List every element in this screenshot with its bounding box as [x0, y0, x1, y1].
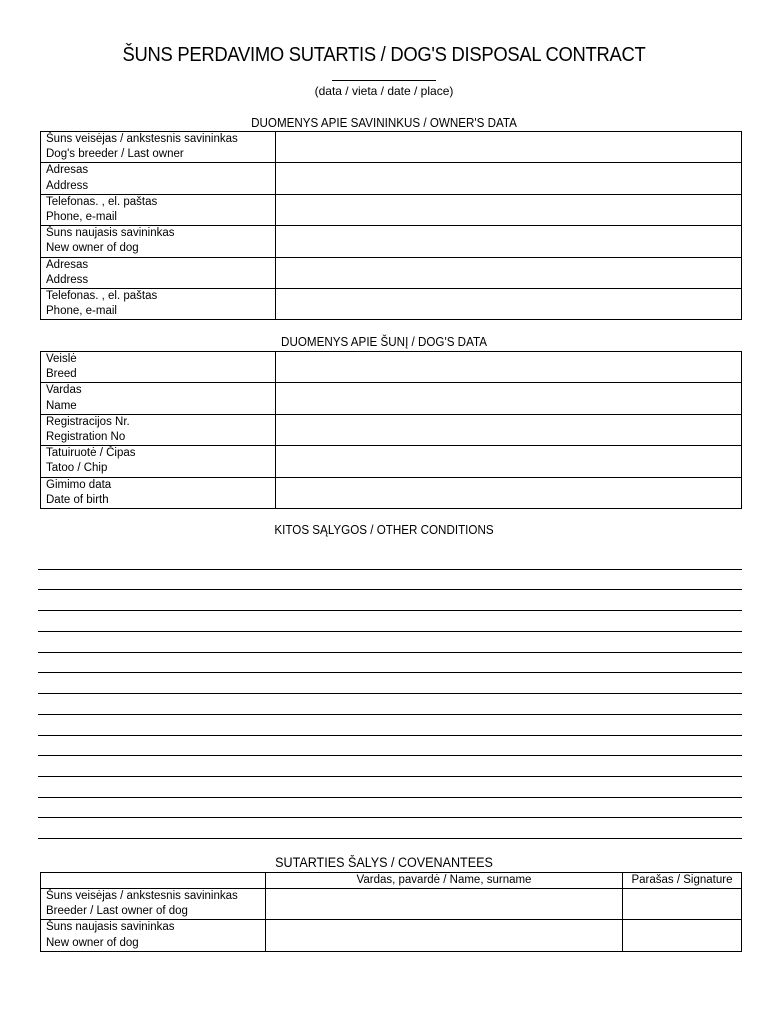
table-row [41, 446, 742, 477]
table-row [41, 352, 742, 383]
label-lt: Vardas [46, 384, 82, 397]
date-place-line [332, 80, 436, 81]
conditions-line[interactable] [38, 693, 742, 694]
new-owner-address-field[interactable] [276, 257, 742, 288]
new-owner-field[interactable] [276, 226, 742, 257]
row-label [41, 132, 276, 163]
row-label [41, 920, 266, 951]
table-row [41, 194, 742, 225]
row-label [41, 289, 276, 320]
label-en: Registration No [46, 431, 126, 444]
row-label [41, 414, 276, 445]
conditions-line[interactable] [38, 589, 742, 590]
label-lt: Gimimo data [46, 478, 112, 491]
new-owner-phone-field[interactable] [276, 289, 742, 320]
conditions-line[interactable] [38, 776, 742, 777]
row-label [41, 163, 276, 194]
registration-field[interactable] [276, 414, 742, 445]
label-en: New owner of dog [46, 936, 139, 949]
header-name: Vardas, pavardė / Name, surname [266, 873, 623, 889]
conditions-line[interactable] [38, 672, 742, 673]
date-place-caption: (data / vieta / date / place) [314, 84, 454, 98]
table-row [41, 257, 742, 288]
breeder-phone-field[interactable] [276, 194, 742, 225]
conditions-line[interactable] [38, 631, 742, 632]
label-lt: Tatuiruotė / Čipas [46, 447, 136, 460]
conditions-line[interactable] [38, 714, 742, 715]
label-en: Name [46, 399, 77, 412]
table-row [41, 414, 742, 445]
label-lt: Šuns veisėjas / ankstesnis savininkas [46, 133, 238, 145]
label-en: New owner of dog [46, 242, 139, 255]
conditions-heading: KITOS SĄLYGOS / OTHER CONDITIONS [274, 523, 494, 537]
label-lt: Telefonas. , el. paštas [46, 195, 158, 208]
label-lt: Šuns naujasis savininkas [46, 227, 175, 240]
new-owner-signature-field[interactable] [623, 920, 742, 951]
label-en: Breed [46, 368, 77, 381]
row-label [41, 383, 276, 414]
label-en: Address [46, 273, 89, 286]
covenantees-heading: SUTARTIES ŠALYS / COVENANTEES [275, 855, 493, 870]
table-row [41, 226, 742, 257]
breeder-address-field[interactable] [276, 163, 742, 194]
label-en: Address [46, 179, 89, 192]
table-row [41, 132, 742, 163]
birth-date-field[interactable] [276, 477, 742, 508]
row-label [41, 194, 276, 225]
label-en: Date of birth [46, 493, 109, 506]
breeder-signature-field[interactable] [623, 889, 742, 920]
breeder-name-field[interactable] [266, 889, 623, 920]
breeder-field[interactable] [276, 132, 742, 163]
label-lt: Telefonas. , el. paštas [46, 290, 158, 303]
table-header-row [41, 873, 742, 889]
new-owner-name-field[interactable] [266, 920, 623, 951]
breed-field[interactable] [276, 352, 742, 383]
table-row [41, 477, 742, 508]
row-label [41, 446, 276, 477]
header-signature: Parašas / Signature [623, 873, 742, 889]
row-label [41, 226, 276, 257]
covenantees-table [40, 872, 742, 952]
table-row [41, 163, 742, 194]
chip-field[interactable] [276, 446, 742, 477]
label-lt: Veislė [46, 353, 77, 365]
table-row [41, 289, 742, 320]
contract-title: ŠUNS PERDAVIMO SUTARTIS / DOG'S DISPOSAL CONTRACT [122, 44, 646, 66]
conditions-line[interactable] [38, 610, 742, 611]
owners-heading: DUOMENYS APIE SAVININKUS / OWNER'S DATA [251, 116, 517, 130]
label-en: Phone, e-mail [46, 211, 117, 224]
label-en: Dog's breeder / Last owner [46, 148, 184, 161]
row-label [41, 352, 276, 383]
label-en: Tatoo / Chip [46, 462, 108, 475]
row-label [41, 477, 276, 508]
label-en: Phone, e-mail [46, 305, 117, 318]
label-en: Breeder / Last owner of dog [46, 905, 188, 918]
dog-heading: DUOMENYS APIE ŠUNĮ / DOG'S DATA [281, 335, 487, 349]
conditions-line[interactable] [38, 817, 742, 818]
table-row [41, 383, 742, 414]
conditions-line[interactable] [38, 838, 742, 839]
owners-table [40, 131, 742, 320]
row-label [41, 889, 266, 920]
table-row [41, 920, 742, 951]
table-row [41, 889, 742, 920]
conditions-line[interactable] [38, 755, 742, 756]
conditions-line[interactable] [38, 735, 742, 736]
conditions-line[interactable] [38, 569, 742, 570]
dog-table [40, 351, 742, 509]
label-lt: Adresas [46, 258, 89, 271]
label-lt: Registracijos Nr. [46, 415, 130, 428]
header-empty-cell [41, 873, 266, 889]
conditions-line[interactable] [38, 797, 742, 798]
row-label [41, 257, 276, 288]
conditions-line[interactable] [38, 652, 742, 653]
dog-name-field[interactable] [276, 383, 742, 414]
label-lt: Šuns naujasis savininkas [46, 921, 175, 934]
label-lt: Šuns veisėjas / ankstesnis savininkas [46, 890, 238, 902]
label-lt: Adresas [46, 164, 89, 177]
